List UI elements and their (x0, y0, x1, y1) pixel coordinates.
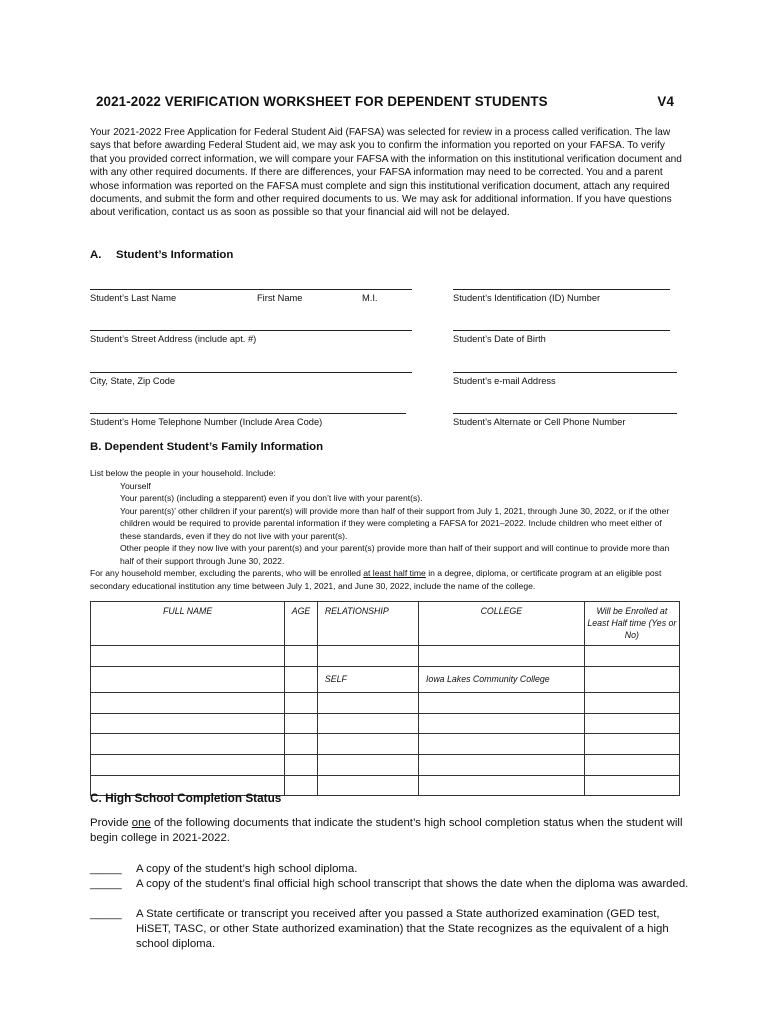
college-note-underlined: at least half time (363, 568, 426, 578)
cell-enrolled[interactable] (584, 646, 679, 667)
option-blank[interactable]: _____ (90, 863, 122, 875)
table-header-row (91, 602, 680, 646)
table-row (91, 666, 680, 693)
section-a-heading (90, 249, 233, 261)
name-line (90, 289, 412, 290)
street-label: Student’s Street Address (include apt. #) (90, 334, 257, 344)
cell-age[interactable] (285, 666, 318, 693)
option-text: A copy of the student’s high school diploma. (136, 863, 358, 875)
table-row (91, 734, 680, 755)
mi-label: M.I. (362, 293, 378, 303)
cell-age[interactable] (285, 646, 318, 667)
student-id-field[interactable] (453, 289, 670, 303)
hs-option-state-certificate (90, 907, 690, 952)
section-c-intro-part: of the following documents that indicate the student’s high school completion status when the student will begin college in 2021-2022. (90, 817, 683, 844)
cell-relationship[interactable] (317, 713, 418, 734)
cell-name[interactable] (91, 693, 285, 714)
dob-line (453, 330, 670, 331)
checkbox-glyph-icon (90, 542, 120, 567)
cell-age[interactable] (285, 734, 318, 755)
table-row (91, 693, 680, 714)
cell-name[interactable] (91, 666, 285, 693)
name-field[interactable] (90, 289, 412, 303)
list-item (90, 505, 682, 543)
table-row (91, 646, 680, 667)
college-note-part: For any household member, excluding the parents, who will be enrolled (90, 568, 364, 578)
household-table (90, 601, 680, 796)
cell-relationship[interactable] (317, 693, 418, 714)
list-item-text: Other people if they now live with your parent(s) and your parent(s) provide more than half of their support and will continue to provide more than half of their support through June 30, 2022. (120, 543, 670, 566)
version-label: V4 (657, 94, 674, 109)
cell-age[interactable] (285, 754, 318, 775)
street-line (90, 330, 412, 331)
document-title: 2021-2022 VERIFICATION WORKSHEET FOR DEPENDENT STUDENTS (96, 94, 548, 109)
cell-relationship[interactable] (317, 775, 418, 796)
cell-name[interactable] (91, 734, 285, 755)
cell-college[interactable] (418, 775, 584, 796)
cell-enrolled[interactable] (584, 734, 679, 755)
cell-college[interactable] (418, 754, 584, 775)
student-id-label: Student’s Identification (ID) Number (453, 293, 601, 303)
cell-college[interactable] (418, 734, 584, 755)
option-blank[interactable]: _____ (90, 878, 122, 890)
city-label: City, State, Zip Code (90, 376, 176, 386)
alt-phone-line (453, 413, 677, 414)
student-id-line (453, 289, 670, 290)
section-a-title: Student’s Information (116, 249, 234, 261)
list-item-text: Yourself (120, 480, 151, 491)
list-item-text: Your parent(s)’ other children if your parent(s) will provide more than half of their support from July 1, 2021, through June 30, 2022, or if the other children would be required to provide parental information if they were completing a FAFSA for 2021–2022. Include children who meet either of these standards, even if they do not live with your parent(s). (120, 505, 670, 541)
city-field[interactable] (90, 372, 412, 386)
last-name-label: Student’s Last Name (90, 293, 177, 303)
section-c-intro-part: Provide (90, 817, 132, 829)
email-field[interactable] (453, 372, 677, 386)
home-phone-line (90, 413, 406, 414)
dob-label: Student’s Date of Birth (453, 334, 546, 344)
cell-relationship[interactable] (317, 734, 418, 755)
hs-option-transcript (90, 877, 690, 892)
header-full-name: FULL NAME (91, 602, 285, 646)
college-note (90, 567, 682, 592)
checkbox-glyph-icon (90, 480, 120, 493)
section-c-intro-underlined: one (131, 817, 151, 829)
alt-phone-field[interactable] (453, 413, 677, 427)
cell-name[interactable] (91, 754, 285, 775)
first-name-label: First Name (257, 293, 303, 303)
cell-enrolled[interactable] (584, 754, 679, 775)
header-age: AGE (285, 602, 318, 646)
checkbox-glyph-icon (90, 492, 120, 505)
home-phone-label: Student’s Home Telephone Number (Include Area Code) (90, 417, 323, 427)
household-instructions (90, 467, 682, 592)
dob-field[interactable] (453, 330, 670, 344)
cell-name[interactable] (91, 646, 285, 667)
section-a-letter: A. (90, 249, 102, 261)
home-phone-field[interactable] (90, 413, 406, 427)
cell-enrolled[interactable] (584, 693, 679, 714)
email-line (453, 372, 677, 373)
header-college: COLLEGE (418, 602, 584, 646)
option-text: A State certificate or transcript you received after you passed a State authorized examination (GED test, HiSET, TASC, or other State authorized examination) that the State recognizes as the equivalent of a high school diploma. (136, 908, 669, 950)
cell-college[interactable] (418, 693, 584, 714)
cell-relationship[interactable] (317, 754, 418, 775)
city-line (90, 372, 412, 373)
section-c-heading: C. High School Completion Status (90, 791, 282, 805)
header-enrolled: Will be Enrolled at Least Half time (Yes or No) (584, 602, 679, 646)
cell-college[interactable] (418, 646, 584, 667)
list-item-text: Your parent(s) (including a stepparent) even if you don’t live with your parent(s). (120, 493, 423, 503)
section-c-intro (90, 816, 690, 846)
checkbox-glyph-icon (90, 505, 120, 543)
cell-college[interactable]: Iowa Lakes Community College (418, 666, 584, 693)
section-b-heading: B. Dependent Student’s Family Information (90, 441, 324, 453)
header-relationship: RELATIONSHIP (317, 602, 418, 646)
cell-enrolled[interactable] (584, 775, 679, 796)
cell-enrolled[interactable] (584, 713, 679, 734)
cell-relationship[interactable]: SELF (317, 666, 418, 693)
college-note-part: in a degree, diploma, or certificate program at an eligible post secondary educational institution any time between July 1, 2021, and June 30, 2022, include the name of the college. (90, 568, 662, 591)
option-blank[interactable]: _____ (90, 908, 122, 920)
cell-age[interactable] (285, 713, 318, 734)
cell-age[interactable] (285, 775, 318, 796)
cell-college[interactable] (418, 713, 584, 734)
list-intro: List below the people in your household. Include: (90, 468, 276, 478)
list-item (90, 542, 682, 567)
alt-phone-label: Student’s Alternate or Cell Phone Number (453, 417, 626, 427)
cell-name[interactable] (91, 713, 285, 734)
cell-relationship[interactable] (317, 646, 418, 667)
table-row (91, 713, 680, 734)
list-item (90, 480, 682, 493)
street-field[interactable] (90, 330, 412, 344)
cell-age[interactable] (285, 693, 318, 714)
cell-enrolled[interactable] (584, 666, 679, 693)
hs-option-diploma (90, 862, 690, 877)
email-label: Student’s e-mail Address (453, 376, 556, 386)
table-row (91, 754, 680, 775)
intro-paragraph: Your 2021-2022 Free Application for Federal Student Aid (FAFSA) was selected for review in a process called verification. The law says that before awarding Federal Student aid, we may ask you to confirm the information you reported on your FAFSA. To verify that you provided correct information, we will compare your FAFSA with the information on this institutional verification document and with any other required documents. If there are differences, your FAFSA information may need to be corrected. You and a parent whose information was reported on the FAFSA must complete and sign this institutional verification document, attach any required documents, and submit the form and other required documents to us. We may ask for additional information. If you have questions about verification, contact us as soon as possible so that your financial aid will not be delayed. (90, 127, 682, 219)
title-row (96, 94, 674, 109)
list-item (90, 492, 682, 505)
option-text: A copy of the student’s final official high school transcript that shows the date when the diploma was awarded. (136, 878, 689, 890)
